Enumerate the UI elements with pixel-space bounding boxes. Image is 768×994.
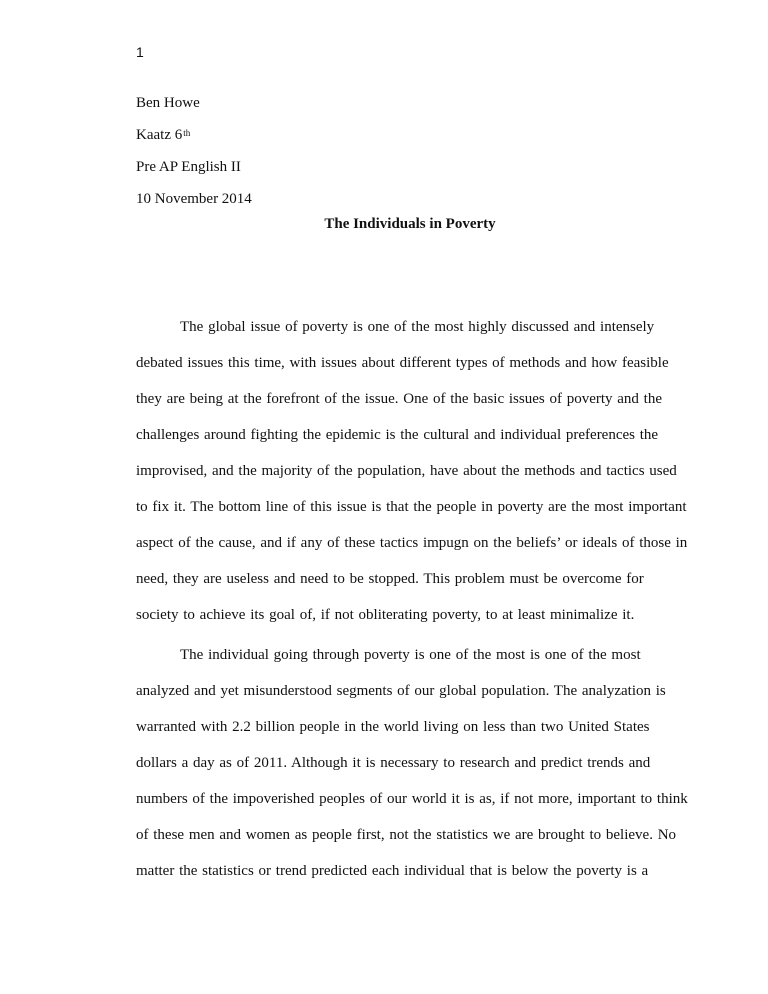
essay-title: The Individuals in Poverty: [324, 216, 496, 232]
paragraph-line: numbers of the impoverished peoples of our world it is as, if not more, important to think: [136, 791, 688, 807]
page-number: 1: [136, 44, 144, 60]
paragraph-line: need, they are useless and need to be stopped. This problem must be overcome for: [136, 571, 644, 587]
paragraph-line: to fix it. The bottom line of this issue is that the people in poverty are the most important: [136, 499, 687, 515]
essay-header: [136, 87, 252, 215]
teacher-period: [136, 119, 252, 151]
paragraph-line: debated issues this time, with issues about different types of methods and how feasible: [136, 355, 669, 371]
paragraph-line: of these men and women as people first, not the statistics we are brought to believe. No: [136, 827, 677, 843]
paragraph-line: they are being at the forefront of the issue. One of the basic issues of poverty and the: [136, 391, 663, 407]
teacher-name: Kaatz 6: [136, 127, 183, 143]
course-name: Pre AP English II: [136, 159, 241, 175]
paragraph-line: matter the statistics or trend predicted each individual that is below the poverty is a: [136, 863, 649, 879]
author-name: Ben Howe: [136, 95, 200, 111]
paragraph-line: improvised, and the majority of the population, have about the methods and tactics used: [136, 463, 677, 479]
paragraph-line: warranted with 2.2 billion people in the world living on less than two United States: [136, 719, 650, 735]
paragraph-line: The global issue of poverty is one of the most highly discussed and intensely: [180, 319, 655, 335]
paragraph-line: dollars a day as of 2011. Although it is necessary to research and predict trends and: [136, 755, 651, 771]
essay-body: [136, 309, 688, 889]
period-superscript: th: [183, 128, 191, 138]
paragraph-line: challenges around fighting the epidemic is the cultural and individual preferences the: [136, 427, 659, 443]
paragraph-line: society to achieve its goal of, if not obliterating poverty, to at least minimalize it.: [136, 607, 635, 623]
paragraph-line: analyzed and yet misunderstood segments of our global population. The analyzation is: [136, 683, 666, 699]
paragraph-line: The individual going through poverty is one of the most is one of the most: [180, 647, 641, 663]
essay-date: 10 November 2014: [136, 191, 252, 207]
paragraph-2: [136, 637, 688, 889]
paragraph-line: aspect of the cause, and if any of these tactics impugn on the beliefs’ or ideals of those in: [136, 535, 688, 551]
paragraph-1: [136, 309, 688, 633]
